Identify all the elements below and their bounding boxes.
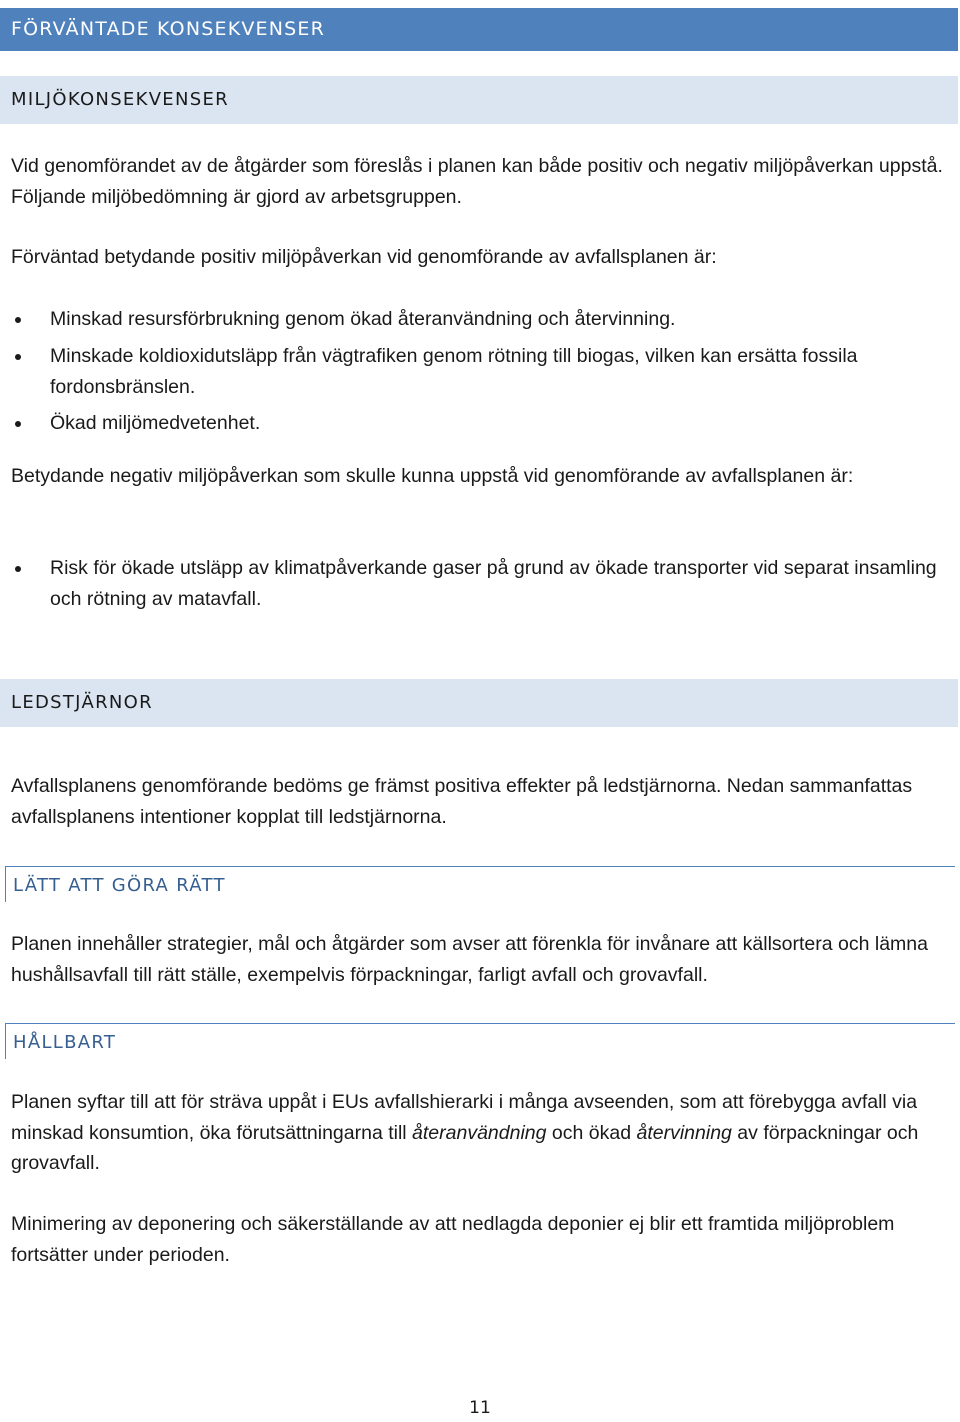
heading-latt-att-gora-ratt: LÄTT ATT GÖRA RÄTT: [5, 866, 955, 902]
bullet-icon: [15, 566, 21, 572]
paragraph-hallbart-2: Minimering av deponering och säkerställande av att nedlagda deponier ej blir ett framtida miljöproblem fortsätter under perioden.: [11, 1213, 895, 1266]
list-item-text: Minskad resursförbrukning genom ökad återanvändning och återvinning.: [50, 308, 676, 330]
page-number: 11: [469, 1398, 491, 1418]
list-item-text: Minskade koldioxidutsläpp från vägtrafiken genom rötning till biogas, vilken kan ersätta fossila fordonsbränslen.: [50, 345, 858, 398]
bullet-icon: [15, 354, 21, 360]
list-item: [11, 408, 946, 439]
paragraph-negative-lead: Betydande negativ miljöpåverkan som skulle kunna uppstå vid genomförande av avfallsplanen är:: [11, 465, 854, 487]
paragraph-positive-lead: Förväntad betydande positiv miljöpåverkan vid genomförande av avfallsplanen är:: [11, 246, 717, 268]
bullet-icon: [15, 421, 21, 427]
heading-hallbart: HÅLLBART: [5, 1023, 955, 1059]
paragraph-ledstjarnor: Avfallsplanens genomförande bedöms ge främst positiva effekter på ledstjärnorna. Nedan sammanfattas avfallsplanens intentioner kopplat till ledstjärnorna.: [11, 775, 913, 828]
heading-miljokonsekvenser: MILJÖKONSEKVENSER: [0, 76, 958, 124]
paragraph-hallbart-1: Planen syftar till att för sträva uppåt i EUs avfallshierarki i många avseenden, som att förebygga avfall via minskad konsumtion, öka förutsättningarna till återanvändning och ökad återvinning av förpackningar och grovavfall.: [11, 1091, 919, 1174]
list-item: [11, 553, 946, 614]
bullet-icon: [15, 317, 21, 323]
list-item-text: Risk för ökade utsläpp av klimatpåverkande gaser på grund av ökade transporter vid separat insamling och rötning av matavfall.: [50, 557, 937, 610]
paragraph-intro: Vid genomförandet av de åtgärder som föreslås i planen kan både positiv och negativ miljöpåverkan uppstå. Följande miljöbedömning är gjord av arbetsgruppen.: [11, 155, 943, 208]
heading-ledstjarnor: LEDSTJÄRNOR: [0, 679, 958, 727]
paragraph-latt-att-gora-ratt: Planen innehåller strategier, mål och åtgärder som avser att förenkla för invånare att källsortera och lämna hushållsavfall till rätt ställe, exempelvis förpackningar, farligt avfall och grovavfall.: [11, 933, 928, 986]
main-heading: FÖRVÄNTADE KONSEKVENSER: [0, 8, 958, 51]
list-item-text: Ökad miljömedvetenhet.: [50, 412, 261, 434]
list-item: [11, 304, 946, 335]
list-item: [11, 341, 946, 402]
